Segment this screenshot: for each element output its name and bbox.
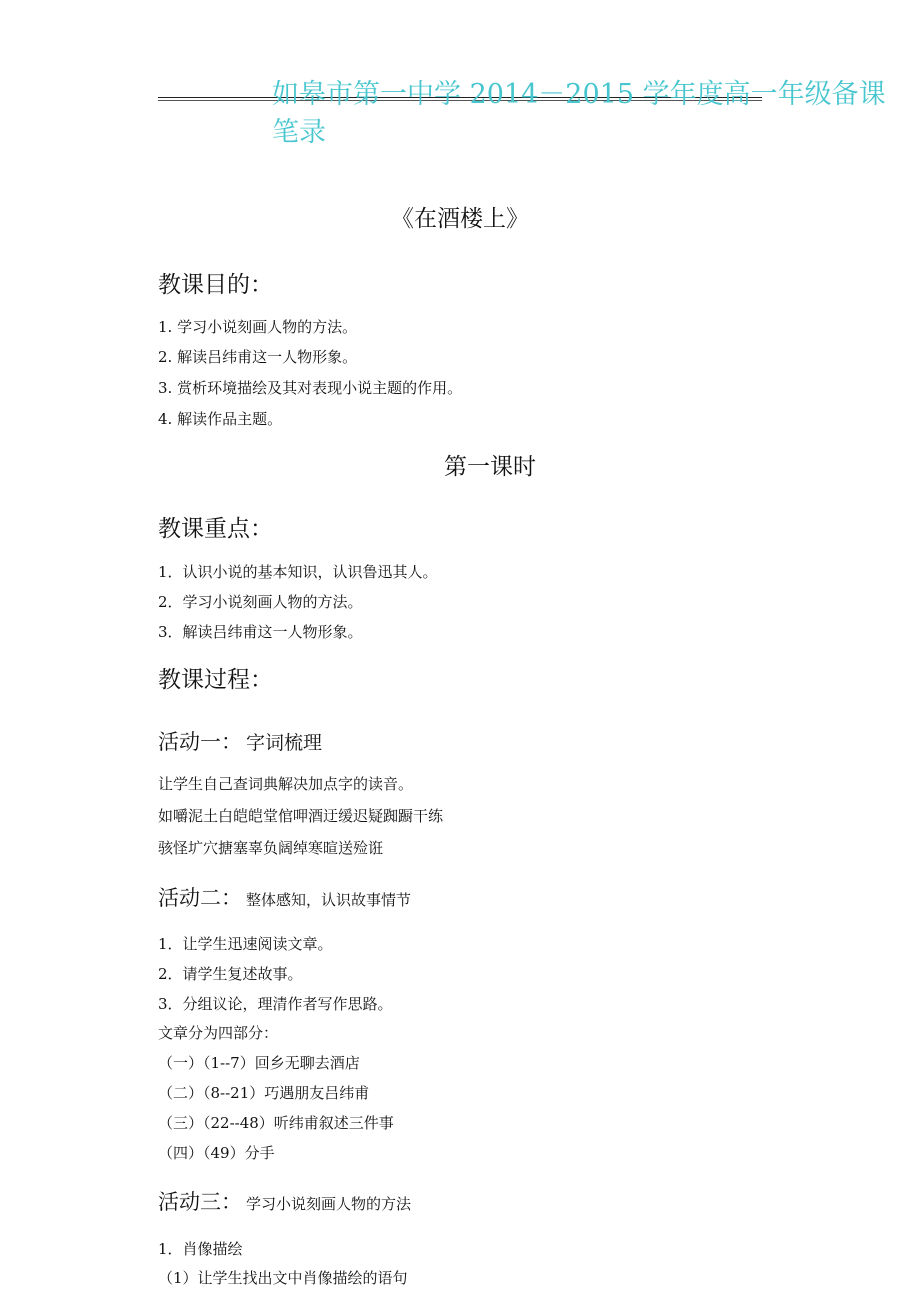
activity-three-heading	[158, 1186, 411, 1216]
activity-line: （1）让学生找出文中肖像描绘的语句	[158, 1269, 408, 1287]
keypoint-item: 1．认识小说的基本知识，认识鲁迅其人。	[158, 563, 438, 581]
header-title: 如皋市第一中学 2014－2015 学年度高一年级备课笔录	[272, 79, 886, 148]
activity-line: 文章分为四部分：	[158, 1024, 279, 1042]
activity-line: （四）（49）分手	[158, 1144, 275, 1162]
objective-item: 2. 解读吕纬甫这一人物形象。	[158, 348, 358, 366]
activity-line: 3．分组议论，理清作者写作思路。	[158, 995, 393, 1013]
activity-description: 整体感知，认识故事情节	[246, 891, 412, 909]
activity-label: 活动一：	[158, 730, 242, 754]
document-title: 《在酒楼上》	[391, 206, 529, 232]
activity-line: 2．请学生复述故事。	[158, 965, 303, 983]
activity-line: （三）（22--48）听纬甫叙述三件事	[158, 1114, 394, 1132]
activity-line: 骇怪圹穴搪塞辜负阔绰寒暄送殓诳	[158, 839, 384, 857]
keypoints-heading: 教课重点：	[158, 516, 273, 542]
activity-line: （二）（8--21）巧遇朋友吕纬甫	[158, 1084, 370, 1102]
keypoint-item: 3．解读吕纬甫这一人物形象。	[158, 623, 363, 641]
activity-description: 字词梳理	[246, 732, 323, 754]
activity-two-heading	[158, 882, 411, 912]
page-header	[0, 0, 920, 150]
activity-line: 让学生自己查词典解决加点字的读音。	[158, 775, 414, 793]
lesson-heading: 第一课时	[444, 454, 536, 480]
activity-label: 活动三：	[158, 1190, 242, 1214]
activity-one-heading	[158, 726, 322, 756]
activity-description: 学习小说刻画人物的方法	[246, 1195, 412, 1213]
activity-line: 如嚼泥土白皑皑堂倌呷酒迂缓迟疑踟蹰干练	[158, 807, 444, 825]
objective-item: 4. 解读作品主题。	[158, 410, 283, 428]
activity-label: 活动二：	[158, 886, 242, 910]
activity-line: （一）（1--7）回乡无聊去酒店	[158, 1054, 360, 1072]
keypoint-item: 2．学习小说刻画人物的方法。	[158, 593, 363, 611]
objective-item: 1. 学习小说刻画人物的方法。	[158, 318, 358, 336]
activity-line: 1．肖像描绘	[158, 1240, 243, 1258]
objective-item: 3. 赏析环境描绘及其对表现小说主题的作用。	[158, 379, 463, 397]
objectives-heading: 教课目的：	[158, 272, 273, 298]
activity-line: 1．让学生迅速阅读文章。	[158, 935, 333, 953]
process-heading: 教课过程：	[158, 667, 273, 693]
